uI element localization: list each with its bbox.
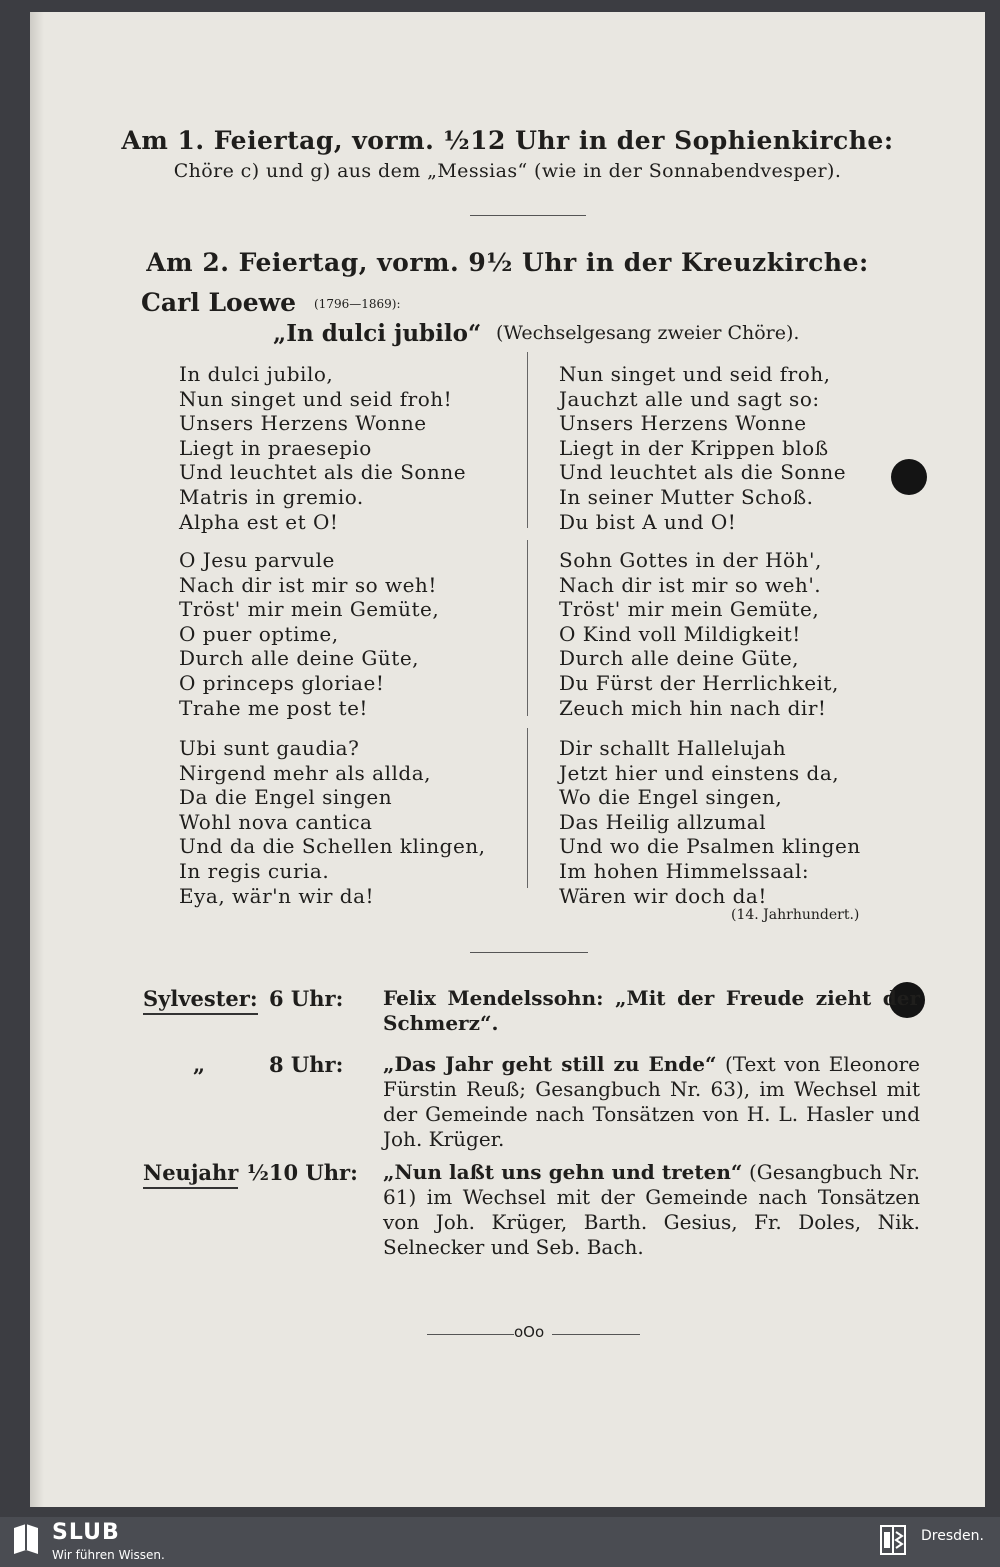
poem-line: Wohl nova cantica	[179, 809, 373, 834]
footer-claim: Wir führen Wissen.	[52, 1548, 165, 1562]
poem-line: Im hohen Himmelssaal:	[559, 859, 810, 883]
label-sylvester: Sylvester:	[143, 986, 258, 1011]
poem-line: Da die Engel singen	[179, 785, 393, 810]
poem-line: Und leuchtet als die Sonne	[179, 460, 467, 485]
poem-line: Und leuchtet als die Sonne	[559, 460, 847, 485]
poem-line: O Kind voll Mildigkeit!	[559, 621, 801, 646]
poem-line: Dir schallt Hallelujah	[559, 736, 787, 760]
poem-line: Du Fürst der Herrlichkeit,	[559, 671, 839, 695]
ditto-mark: „	[193, 1052, 206, 1077]
century-note: (14. Jahrhundert.)	[731, 907, 860, 923]
poem-line: Sohn Gottes in der Höh',	[559, 548, 822, 572]
poem-line: O Jesu parvule	[179, 548, 335, 572]
poem-line: O puer optime,	[179, 621, 339, 646]
divider	[470, 215, 586, 216]
poem-line: Zeuch mich hin nach dir!	[559, 695, 827, 720]
heading-first-holiday-sub: Chöre c) und g) aus dem „Messias“ (wie in der Sonnabendvesper).	[173, 160, 842, 182]
heading-second-holiday: Am 2. Feiertag, vorm. 9½ Uhr in der Kreuzkirche:	[146, 248, 869, 277]
book-logo-icon	[10, 1522, 42, 1558]
poem-line: Durch alle deine Güte,	[559, 646, 800, 671]
poem-line: Unsers Herzens Wonne	[559, 411, 807, 436]
poem-line: Nun singet und seid froh,	[559, 362, 831, 386]
poem-line: Wo die Engel singen,	[559, 785, 783, 810]
poem-line: Matris in gremio.	[179, 485, 364, 509]
poem-line: Nun singet und seid froh!	[179, 386, 453, 411]
poem-line: Eya, wär'n wir da!	[179, 883, 375, 908]
binding-shadow	[30, 12, 44, 1507]
divider	[470, 952, 588, 953]
poem-line: Liegt in der Krippen bloß	[559, 435, 829, 460]
entry-sylvester-8: „Das Jahr geht still zu Ende“ (Text von Eleonore Fürstin Reuß; Gesangbuch Nr. 63), im Wechsel mit der Gemeinde nach Tonsätzen von H. L. Hasler und Joh. Krüger.	[383, 1052, 920, 1151]
poem-line: Und wo die Psalmen klingen	[559, 834, 861, 859]
work-note: (Wechselgesang zweier Chöre).	[496, 322, 800, 344]
label-neujahr: Neujahr	[143, 1160, 238, 1185]
poem-line: In dulci jubilo,	[179, 362, 334, 386]
poem-line: Durch alle deine Güte,	[179, 646, 420, 671]
poem-line: In regis curia.	[179, 859, 330, 883]
footer-brand[interactable]: SLUB	[52, 1520, 120, 1545]
time-neujahr: ½10 Uhr:	[247, 1160, 358, 1185]
poem-line: Jetzt hier und einstens da,	[559, 760, 840, 785]
column-divider	[527, 728, 528, 888]
punch-hole	[891, 459, 927, 495]
work-title: „In dulci jubilo“	[273, 320, 482, 347]
column-divider	[527, 352, 528, 528]
poem-line: Unsers Herzens Wonne	[179, 411, 427, 436]
poem-line: Trahe me post te!	[179, 695, 368, 720]
poem-line: Ubi sunt gaudia?	[179, 736, 360, 760]
dresden-coat-of-arms-icon[interactable]	[879, 1522, 911, 1558]
composer-dates: (1796—1869):	[314, 297, 401, 311]
poem-line: Das Heilig allzumal	[559, 809, 767, 834]
ornament: oOo	[514, 1323, 545, 1341]
entry-neujahr: „Nun laßt uns gehn und treten“ (Gesangbuch Nr. 61) im Wechsel mit der Gemeinde nach Tonsätzen von Joh. Krüger, Barth. Gesius, Fr. Doles, Nik. Selnecker und Seb. Bach.	[383, 1160, 920, 1259]
poem-line: Alpha est et O!	[179, 509, 339, 534]
time-sylvester-8: 8 Uhr:	[269, 1052, 344, 1077]
footer-partner[interactable]: Dresden.	[921, 1528, 984, 1544]
poem-line: Tröst' mir mein Gemüte,	[179, 597, 440, 622]
time-sylvester-6: 6 Uhr:	[269, 986, 344, 1011]
ornament-line-right	[552, 1334, 640, 1335]
poem-line: In seiner Mutter Schoß.	[559, 485, 814, 509]
composer-name: Carl Loewe	[141, 288, 297, 317]
poem-line: Du bist A und O!	[559, 509, 737, 534]
poem-line: Wären wir doch da!	[559, 883, 767, 908]
poem-line: O princeps gloriae!	[179, 671, 385, 695]
ornament-line-left	[427, 1334, 514, 1335]
poem-line: Und da die Schellen klingen,	[179, 834, 486, 859]
poem-line: Nirgend mehr als allda,	[179, 760, 431, 785]
heading-first-holiday: Am 1. Feiertag, vorm. ½12 Uhr in der Sophienkirche:	[121, 126, 894, 155]
poem-line: Jauchzt alle und sagt so:	[559, 386, 820, 411]
column-divider	[527, 540, 528, 716]
scanned-page	[30, 12, 985, 1507]
poem-line: Liegt in praesepio	[179, 435, 372, 460]
entry-sylvester-6: Felix Mendelssohn: „Mit der Freude zieht der Schmerz“.	[383, 986, 920, 1035]
poem-line: Nach dir ist mir so weh'.	[559, 572, 822, 597]
poem-line: Nach dir ist mir so weh!	[179, 572, 437, 597]
poem-line: Tröst' mir mein Gemüte,	[559, 597, 820, 622]
